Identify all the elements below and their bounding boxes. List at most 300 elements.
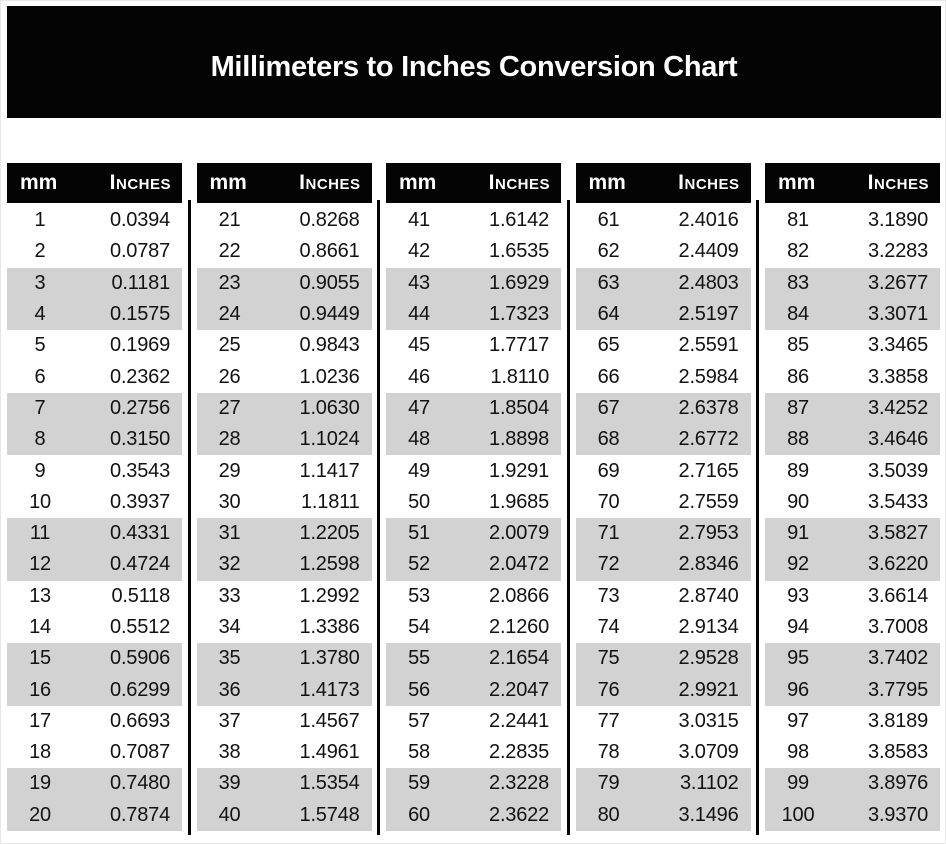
mm-value: 19 (29, 772, 51, 795)
table-row (197, 706, 372, 737)
mm-value: 81 (787, 209, 809, 232)
mm-value: 70 (597, 490, 620, 513)
table-row (765, 361, 940, 392)
mm-value: 63 (597, 271, 620, 294)
inches-value: 2.2047 (489, 678, 549, 701)
table-row (7, 205, 182, 236)
table-row (197, 330, 372, 361)
table-row (765, 487, 940, 518)
mm-value: 38 (218, 741, 241, 764)
inches-value: 3.3465 (868, 334, 928, 357)
table-row (386, 768, 561, 799)
table-row (197, 455, 372, 486)
column-divider (567, 200, 570, 835)
inches-value: 2.7165 (678, 459, 739, 482)
inches-value: 2.0866 (489, 584, 549, 607)
inches-value: 1.8110 (490, 365, 549, 388)
inches-value: 1.0630 (299, 396, 360, 419)
mm-column-header: mm (588, 171, 626, 194)
table-row (386, 737, 561, 768)
mm-value: 8 (34, 428, 46, 451)
mm-value: 33 (218, 584, 241, 607)
column-divider (377, 200, 380, 835)
mm-value: 80 (597, 803, 620, 826)
inches-value: 2.4409 (678, 240, 739, 263)
mm-value: 76 (597, 678, 620, 701)
mm-value: 53 (408, 584, 430, 607)
inches-value: 3.7795 (868, 678, 928, 701)
inches-column-header: Inches (678, 171, 740, 194)
inches-value: 3.5039 (868, 459, 928, 482)
inches-value: 1.3780 (299, 647, 360, 670)
mm-value: 10 (29, 490, 51, 513)
table-row (765, 581, 940, 612)
mm-column-header: mm (778, 171, 816, 194)
inches-value: 2.5197 (678, 303, 739, 326)
inches-value: 1.4961 (299, 741, 360, 764)
inches-value: 0.9449 (299, 303, 360, 326)
inches-value: 0.4331 (110, 522, 170, 545)
table-row (576, 518, 751, 549)
inches-value: 1.6929 (489, 271, 549, 294)
table-row (576, 205, 751, 236)
inches-value: 3.5433 (868, 490, 928, 513)
table-row (386, 236, 561, 267)
table-row (197, 268, 372, 299)
table-row (576, 643, 751, 674)
mm-value: 99 (787, 772, 809, 795)
inches-value: 3.8583 (868, 741, 928, 764)
inches-value: 0.2756 (110, 396, 170, 419)
table-row (576, 268, 751, 299)
inches-value: 3.4646 (868, 428, 928, 451)
inches-value: 2.7953 (678, 522, 739, 545)
inches-value: 0.3937 (110, 490, 170, 513)
inches-value: 2.8346 (678, 553, 739, 576)
table-row (386, 549, 561, 580)
mm-value: 68 (597, 428, 620, 451)
mm-value: 72 (597, 553, 620, 576)
inches-value: 1.7323 (489, 303, 549, 326)
inches-value: 2.8740 (678, 584, 739, 607)
table-row (197, 361, 372, 392)
mm-value: 92 (787, 553, 809, 576)
mm-value: 16 (29, 678, 51, 701)
table-row (765, 643, 940, 674)
mm-column-header: mm (399, 171, 437, 194)
mm-value: 2 (34, 240, 46, 263)
table-row (576, 706, 751, 737)
mm-value: 28 (218, 428, 241, 451)
inches-value: 1.8504 (489, 396, 549, 419)
mm-value: 41 (408, 209, 430, 232)
inches-value: 0.7087 (110, 741, 170, 764)
table-row (765, 330, 940, 361)
table-row (7, 612, 182, 643)
table-row (576, 768, 751, 799)
inches-value: 2.5591 (678, 334, 739, 357)
mm-value: 27 (218, 396, 241, 419)
inches-value: 1.6142 (489, 209, 549, 232)
mm-value: 40 (218, 803, 241, 826)
inches-value: 0.8268 (299, 209, 360, 232)
mm-value: 6 (34, 365, 46, 388)
mm-value: 21 (218, 209, 241, 232)
table-row (197, 643, 372, 674)
table-header-row (7, 163, 182, 203)
inches-value: 1.1024 (299, 428, 360, 451)
table-row (386, 361, 561, 392)
mm-value: 61 (597, 209, 620, 232)
mm-value: 89 (787, 459, 809, 482)
inches-value: 3.5827 (868, 522, 928, 545)
table-row (197, 487, 372, 518)
table-row (7, 737, 182, 768)
inches-value: 1.2992 (299, 584, 360, 607)
mm-value: 77 (597, 709, 620, 732)
inches-value: 1.4567 (299, 709, 360, 732)
page-title: Millimeters to Inches Conversion Chart (210, 50, 738, 83)
table-row (7, 800, 182, 831)
table-row (197, 424, 372, 455)
mm-value: 7 (34, 396, 46, 419)
inches-value: 3.8189 (868, 709, 928, 732)
inches-value: 2.9528 (678, 647, 739, 670)
inches-value: 0.7480 (110, 772, 170, 795)
inches-value: 1.4173 (299, 678, 360, 701)
column-divider (756, 200, 759, 835)
mm-value: 43 (408, 271, 430, 294)
table-header-row (386, 163, 561, 203)
table-row (7, 487, 182, 518)
inches-value: 2.9134 (678, 616, 739, 638)
table-row (197, 393, 372, 424)
table-row (576, 581, 751, 612)
mm-value: 84 (787, 303, 809, 326)
table-row (765, 205, 940, 236)
inches-value: 1.2598 (299, 553, 360, 576)
mm-value: 54 (408, 616, 430, 638)
table-row (765, 768, 940, 799)
inches-value: 3.3858 (868, 365, 928, 388)
inches-value: 0.5118 (111, 584, 170, 607)
mm-value: 83 (787, 271, 809, 294)
inches-value: 3.1890 (868, 209, 928, 232)
mm-value: 13 (29, 584, 51, 607)
inches-column-header: Inches (867, 171, 929, 194)
mm-value: 11 (29, 522, 51, 545)
mm-value: 75 (597, 647, 620, 670)
inches-value: 3.7008 (868, 616, 928, 638)
inches-value: 3.9370 (868, 803, 928, 826)
inches-column-header: Inches (299, 171, 361, 194)
inches-value: 0.4724 (110, 553, 170, 576)
mm-value: 20 (29, 803, 51, 826)
table-row (7, 768, 182, 799)
table-row (197, 236, 372, 267)
mm-value: 59 (408, 772, 430, 795)
table-row (576, 737, 751, 768)
mm-value: 97 (787, 709, 809, 732)
table-row (576, 674, 751, 705)
mm-value: 96 (787, 678, 809, 701)
table-row (7, 549, 182, 580)
inches-value: 0.8661 (299, 240, 360, 263)
conversion-tables (7, 163, 940, 835)
inches-value: 2.6378 (678, 396, 739, 419)
table-row (197, 737, 372, 768)
inches-value: 2.0079 (489, 522, 549, 545)
mm-value: 87 (787, 396, 809, 419)
table-row (765, 299, 940, 330)
table-header-row (765, 163, 940, 203)
mm-value: 58 (408, 741, 430, 764)
mm-value: 34 (218, 616, 241, 638)
table-row (765, 393, 940, 424)
inches-value: 2.4803 (678, 271, 739, 294)
mm-value: 46 (408, 365, 430, 388)
table-row (7, 393, 182, 424)
table-row (765, 549, 940, 580)
mm-value: 35 (218, 647, 241, 670)
table-row (386, 643, 561, 674)
inches-value: 2.7559 (678, 490, 739, 513)
table-row (765, 455, 940, 486)
title-bar (7, 6, 941, 118)
mm-value: 91 (787, 522, 809, 545)
conversion-table (576, 163, 751, 835)
inches-value: 0.9055 (299, 271, 360, 294)
mm-value: 60 (408, 803, 430, 826)
table-row (386, 455, 561, 486)
inches-value: 2.1260 (489, 616, 549, 638)
mm-value: 4 (34, 303, 46, 326)
mm-value: 17 (29, 709, 51, 732)
table-row (576, 330, 751, 361)
table-row (386, 581, 561, 612)
table-row (576, 361, 751, 392)
mm-value: 52 (408, 553, 430, 576)
inches-value: 3.6220 (868, 553, 928, 576)
inches-value: 2.2835 (489, 741, 549, 764)
table-row (576, 549, 751, 580)
inches-value: 2.4016 (678, 209, 739, 232)
inches-value: 0.3150 (110, 428, 170, 451)
inches-value: 1.3386 (299, 616, 360, 638)
table-row (765, 674, 940, 705)
mm-column-header: mm (209, 171, 247, 194)
table-row (765, 612, 940, 643)
inches-value: 1.1811 (301, 490, 360, 513)
mm-value: 22 (218, 240, 241, 263)
mm-value: 12 (29, 553, 51, 576)
table-row (7, 268, 182, 299)
table-header-row (197, 163, 372, 203)
table-row (765, 800, 940, 831)
mm-value: 23 (218, 271, 241, 294)
table-row (7, 674, 182, 705)
table-row (197, 518, 372, 549)
inches-value: 2.6772 (678, 428, 739, 451)
table-row (7, 706, 182, 737)
mm-value: 78 (597, 741, 620, 764)
inches-value: 3.4252 (868, 396, 928, 419)
mm-value: 48 (408, 428, 430, 451)
mm-value: 36 (218, 678, 241, 701)
table-row (7, 236, 182, 267)
table-row (197, 612, 372, 643)
table-row (386, 674, 561, 705)
conversion-table (386, 163, 561, 835)
table-row (197, 674, 372, 705)
table-row (386, 330, 561, 361)
mm-value: 94 (787, 616, 809, 638)
inches-value: 3.7402 (868, 647, 928, 670)
table-row (386, 706, 561, 737)
inches-value: 1.6535 (489, 240, 549, 263)
table-row (576, 393, 751, 424)
inches-column-header: Inches (488, 171, 550, 194)
inches-value: 0.5906 (110, 647, 170, 670)
mm-value: 47 (408, 396, 430, 419)
inches-value: 1.7717 (489, 334, 549, 357)
inches-value: 2.5984 (678, 365, 739, 388)
table-row (765, 518, 940, 549)
mm-value: 45 (408, 334, 430, 357)
mm-value: 56 (408, 678, 430, 701)
inches-value: 3.2283 (868, 240, 928, 263)
mm-value: 39 (218, 772, 241, 795)
table-row (576, 299, 751, 330)
inches-value: 1.5354 (299, 772, 360, 795)
mm-value: 88 (787, 428, 809, 451)
mm-value: 32 (218, 553, 241, 576)
inches-value: 1.1417 (299, 459, 360, 482)
table-row (7, 299, 182, 330)
inches-value: 0.1969 (110, 334, 170, 357)
inches-column-header: Inches (109, 171, 171, 194)
table-row (7, 518, 182, 549)
mm-value: 57 (408, 709, 430, 732)
table-row (386, 800, 561, 831)
table-row (576, 612, 751, 643)
mm-value: 49 (408, 459, 430, 482)
table-row (386, 268, 561, 299)
table-row (765, 706, 940, 737)
table-row (197, 800, 372, 831)
inches-value: 0.1575 (110, 303, 170, 326)
inches-value: 1.2205 (299, 522, 360, 545)
table-row (197, 299, 372, 330)
mm-value: 37 (218, 709, 241, 732)
mm-value: 71 (597, 522, 620, 545)
inches-value: 1.9685 (489, 490, 549, 513)
inches-value: 2.3228 (489, 772, 549, 795)
inches-value: 0.2362 (110, 365, 170, 388)
table-row (576, 800, 751, 831)
table-row (197, 581, 372, 612)
inches-value: 0.9843 (299, 334, 360, 357)
table-row (386, 424, 561, 455)
table-row (386, 205, 561, 236)
table-row (765, 268, 940, 299)
table-row (386, 299, 561, 330)
mm-value: 90 (787, 490, 809, 513)
table-row (576, 487, 751, 518)
mm-value: 1 (34, 209, 46, 232)
inches-value: 1.0236 (299, 365, 360, 388)
column-divider (188, 200, 191, 835)
table-row (765, 737, 940, 768)
mm-value: 5 (34, 334, 46, 357)
mm-value: 26 (218, 365, 241, 388)
mm-value: 30 (218, 490, 241, 513)
inches-value: 3.1102 (680, 772, 739, 795)
mm-value: 15 (29, 647, 51, 670)
inches-value: 3.2677 (868, 271, 928, 294)
inches-value: 1.8898 (489, 428, 549, 451)
inches-value: 0.3543 (110, 459, 170, 482)
mm-value: 100 (781, 803, 815, 826)
mm-value: 93 (787, 584, 809, 607)
inches-value: 1.9291 (489, 459, 549, 482)
table-row (576, 424, 751, 455)
inches-value: 1.5748 (299, 803, 360, 826)
inches-value: 2.2441 (489, 709, 549, 732)
inches-value: 0.5512 (110, 616, 170, 638)
mm-value: 73 (597, 584, 620, 607)
table-row (576, 236, 751, 267)
mm-value: 69 (597, 459, 620, 482)
mm-value: 18 (29, 741, 51, 764)
inches-value: 2.9921 (678, 678, 739, 701)
mm-value: 64 (597, 303, 620, 326)
mm-value: 9 (34, 459, 46, 482)
inches-value: 0.1181 (111, 271, 170, 294)
mm-value: 31 (218, 522, 241, 545)
mm-value: 25 (218, 334, 241, 357)
table-header-row (576, 163, 751, 203)
mm-value: 66 (597, 365, 620, 388)
table-row (386, 612, 561, 643)
table-row (386, 487, 561, 518)
table-row (7, 581, 182, 612)
table-row (7, 424, 182, 455)
inches-value: 2.1654 (489, 647, 549, 670)
inches-value: 2.0472 (489, 553, 549, 576)
mm-value: 51 (408, 522, 430, 545)
table-row (7, 643, 182, 674)
mm-value: 29 (218, 459, 241, 482)
table-row (386, 518, 561, 549)
mm-value: 86 (787, 365, 809, 388)
mm-value: 98 (787, 741, 809, 764)
mm-value: 55 (408, 647, 430, 670)
mm-value: 85 (787, 334, 809, 357)
inches-value: 0.0394 (110, 209, 170, 232)
mm-value: 65 (597, 334, 620, 357)
table-row (765, 236, 940, 267)
inches-value: 0.6299 (110, 678, 170, 701)
inches-value: 3.8976 (868, 772, 928, 795)
inches-value: 3.0709 (678, 741, 739, 764)
mm-value: 3 (34, 271, 46, 294)
inches-value: 0.0787 (110, 240, 170, 263)
conversion-table (197, 163, 372, 835)
mm-column-header: mm (20, 171, 58, 194)
inches-value: 3.1496 (678, 803, 739, 826)
table-row (765, 424, 940, 455)
